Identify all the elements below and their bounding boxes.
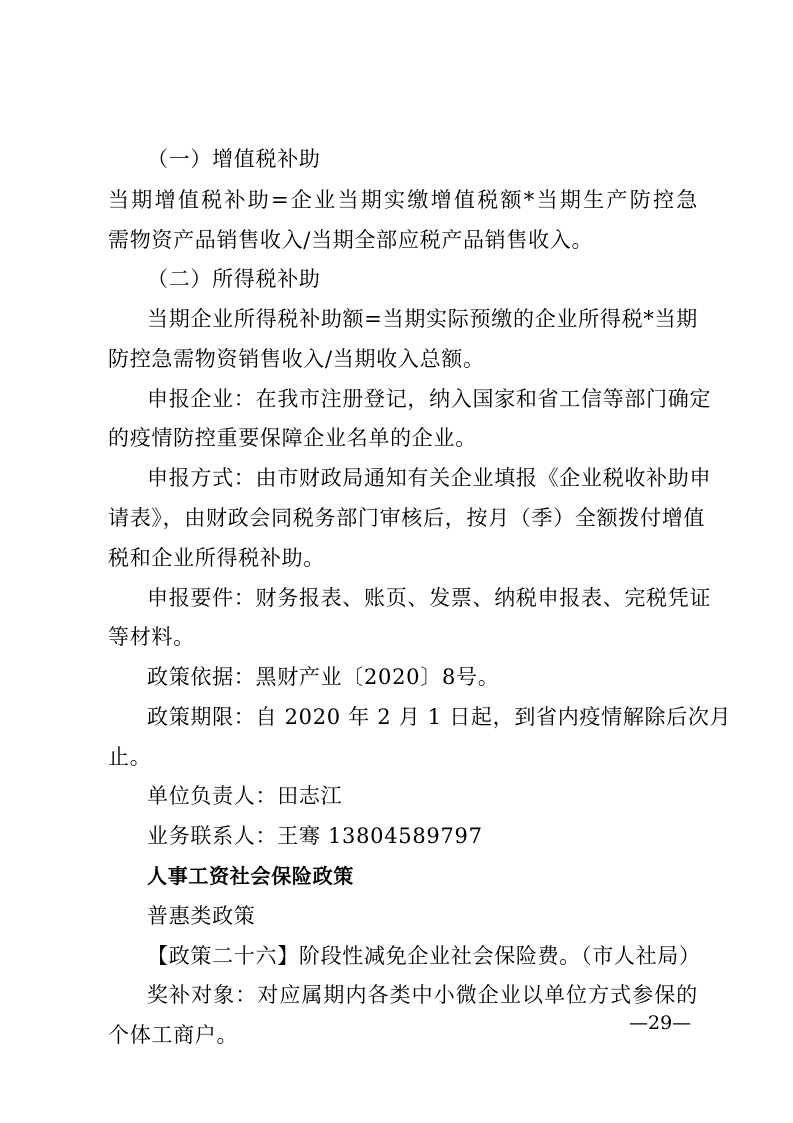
- paragraph-line: 申报企业：在我市注册登记，纳入国家和省工信等部门确定: [147, 387, 712, 411]
- paragraph-line: 申报方式：由市财政局通知有关企业填报《企业税收补助申: [147, 466, 712, 490]
- page-number: —29—: [629, 1012, 692, 1034]
- paragraph-line: 个体工商户。: [108, 1023, 239, 1047]
- paragraph-line: 防控急需物资销售收入/当期收入总额。: [108, 347, 485, 371]
- paragraph-line: 止。: [108, 745, 152, 769]
- paragraph-line: 当期企业所得税补助额=当期实际预缴的企业所得税*当期: [147, 307, 698, 331]
- paragraph-line: 政策期限：自 2020 年 2 月 1 日起，到省内疫情解除后次月: [147, 705, 732, 729]
- subheading-general-policies: 普惠类政策: [147, 904, 256, 928]
- paragraph-line: 申报要件：财务报表、账页、发票、纳税申报表、完税凭证: [147, 586, 712, 610]
- section-heading-hr-social-insurance: 人事工资社会保险政策: [147, 864, 354, 888]
- paragraph-line: 单位负责人：田志江: [147, 784, 343, 808]
- paragraph-line: 等材料。: [108, 625, 195, 649]
- section-heading-vat-subsidy: （一）增值税补助: [147, 147, 321, 171]
- section-heading-income-tax-subsidy: （二）所得税补助: [147, 267, 321, 291]
- paragraph-line: 请表》，由财政会同税务部门审核后，按月（季）全额拨付增值: [108, 506, 706, 530]
- paragraph-line: 需物资产品销售收入/当期全部应税产品销售收入。: [108, 228, 594, 252]
- policy-title-line: 【政策二十六】阶段性减免企业社会保险费。（市人社局）: [147, 944, 701, 968]
- paragraph-line: 奖补对象：对应属期内各类中小微企业以单位方式参保的: [147, 983, 698, 1007]
- paragraph-line: 政策依据：黑财产业〔2020〕8号。: [147, 665, 500, 689]
- paragraph-line: 业务联系人：王骞 13804589797: [147, 824, 483, 848]
- paragraph-line: 当期增值税补助=企业当期实缴增值税额*当期生产防控急: [108, 188, 698, 212]
- paragraph-line: 的疫情防控重要保障企业名单的企业。: [108, 426, 477, 450]
- paragraph-line: 税和企业所得税补助。: [108, 546, 325, 570]
